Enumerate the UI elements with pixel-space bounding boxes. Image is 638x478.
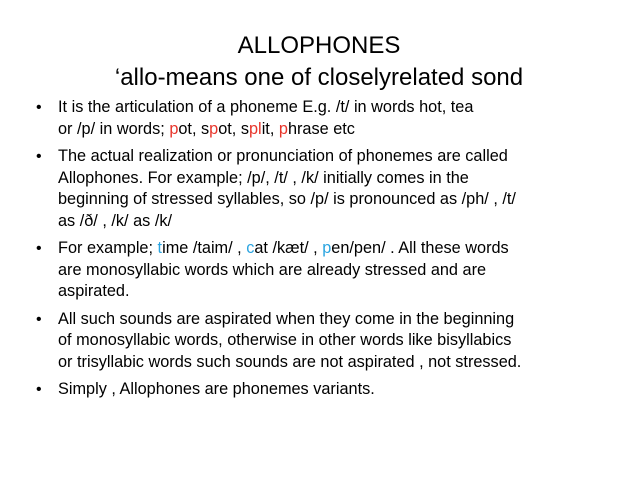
- bullet-line: [58, 330, 632, 352]
- text-segment: as /ð/ , /k/ as /k/: [58, 211, 173, 230]
- text-segment: Simply , Allophones are phonemes variants.: [58, 380, 375, 398]
- text-segment: It is the articulation of a phoneme E.g. /t/ in words hot, tea: [58, 98, 474, 116]
- text-segment: or /p/ in words;: [58, 119, 170, 138]
- bullet-line: [58, 238, 632, 260]
- bullet-text: [58, 309, 632, 374]
- highlighted-letter: t: [157, 239, 163, 257]
- highlighted-letter: p: [278, 119, 288, 138]
- text-segment: at /kæt/ ,: [254, 239, 323, 257]
- text-segment: Allophones. For example; /p/, /t/ , /k/ initially comes in the: [58, 168, 469, 187]
- bullet-line: [58, 168, 632, 190]
- bullet-item: [36, 97, 632, 140]
- text-segment: For example;: [58, 239, 158, 257]
- highlighted-letter: c: [246, 239, 255, 257]
- text-segment: ot, s: [178, 119, 210, 138]
- highlighted-letter: p: [209, 119, 219, 138]
- text-segment: en/pen/ . All these words: [331, 239, 509, 257]
- text-segment: of monosyllabic words, otherwise in other words like bisyllabics: [58, 331, 512, 349]
- bullet-line: [58, 309, 632, 331]
- text-segment: The actual realization or pronunciation of phonemes are called: [58, 147, 508, 165]
- text-segment: beginning of stressed syllables, so /p/ is pronounced as /ph/ , /t/: [58, 190, 516, 208]
- bullet-item: [36, 146, 632, 232]
- text-segment: or trisyllabic words such sounds are not aspirated , not stressed.: [58, 352, 522, 371]
- title-line-1: ALLOPHONES: [237, 32, 401, 59]
- text-segment: hrase etc: [287, 119, 355, 138]
- text-segment: aspirated.: [58, 282, 130, 300]
- bullet-dot-icon: •: [36, 310, 42, 328]
- bullet-line: [58, 281, 632, 303]
- bullet-list: [36, 97, 632, 407]
- bullet-line: [58, 379, 632, 401]
- bullet-line: [58, 146, 632, 168]
- bullet-text: [58, 238, 632, 303]
- bullet-dot-icon: •: [36, 148, 42, 165]
- highlighted-letter: p: [169, 119, 179, 138]
- highlighted-letter: pl: [249, 119, 262, 138]
- title-line-2: ‘allo-means one of closelyrelated sond: [114, 64, 524, 91]
- bullet-line: [58, 97, 632, 119]
- bullet-item: [36, 238, 632, 303]
- bullet-text: [58, 379, 632, 401]
- text-segment: it,: [261, 119, 279, 138]
- bullet-text: [58, 146, 632, 232]
- bullet-dot-icon: •: [36, 381, 42, 398]
- text-segment: are monosyllabic words which are already stressed and are: [58, 260, 487, 279]
- text-segment: ot, s: [218, 119, 249, 138]
- bullet-text: [58, 97, 632, 140]
- bullet-line: [58, 189, 632, 211]
- slide-title: [0, 30, 638, 94]
- bullet-item: [36, 309, 632, 374]
- bullet-line: [58, 211, 632, 233]
- highlighted-letter: p: [322, 239, 332, 257]
- bullet-line: [58, 119, 632, 141]
- bullet-line: [58, 260, 632, 282]
- bullet-item: [36, 379, 632, 401]
- bullet-dot-icon: •: [36, 99, 42, 116]
- text-segment: All such sounds are aspirated when they come in the beginning: [58, 309, 515, 328]
- bullet-line: [58, 352, 632, 374]
- text-segment: ime /taim/ ,: [162, 239, 247, 257]
- bullet-dot-icon: •: [36, 240, 42, 257]
